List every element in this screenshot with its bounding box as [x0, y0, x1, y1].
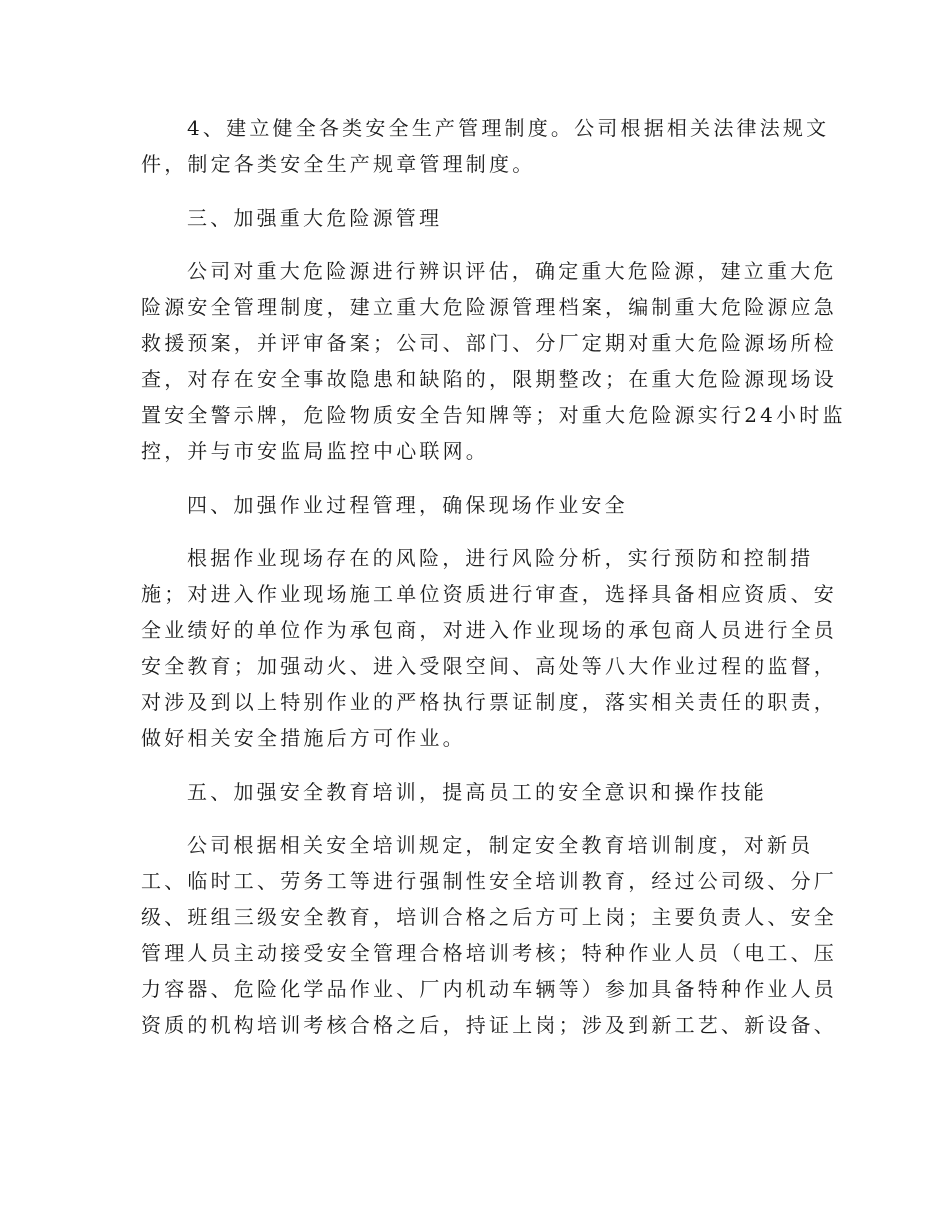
paragraph-line: 救援预案，并评审备案；公司、部门、分厂定期对重大危险源场所检 — [141, 331, 837, 355]
paragraph-line: 管理人员主动接受安全管理合格培训考核；特种作业人员（电工、压 — [141, 941, 837, 965]
paragraph-line: 对涉及到以上特别作业的严格执行票证制度，落实相关责任的职责， — [141, 690, 837, 714]
paragraph-line: 安全教育；加强动火、进入受限空间、高处等八大作业过程的监督， — [141, 654, 837, 678]
section-heading: 五、加强安全教育培训，提高员工的安全意识和操作技能 — [187, 780, 767, 804]
paragraph-line: 工、临时工、劳务工等进行强制性安全培训教育，经过公司级、分厂 — [141, 869, 837, 893]
paragraph-line: 全业绩好的单位作为承包商，对进入作业现场的承包商人员进行全员 — [141, 618, 837, 642]
paragraph-line: 资质的机构培训考核合格之后，持证上岗；涉及到新工艺、新设备、 — [141, 1013, 837, 1037]
paragraph-line: 险源安全管理制度，建立重大危险源管理档案，编制重大危险源应急 — [141, 295, 837, 319]
paragraph-line: 置安全警示牌，危险物质安全告知牌等；对重大危险源实行24小时监 — [141, 403, 846, 427]
section-heading: 四、加强作业过程管理，确保现场作业安全 — [187, 493, 628, 517]
paragraph-line: 公司根据相关安全培训规定，制定安全教育培训制度，对新员 — [187, 833, 814, 857]
paragraph-line: 级、班组三级安全教育，培训合格之后方可上岗；主要负责人、安全 — [141, 905, 837, 929]
section-heading: 三、加强重大危险源管理 — [187, 206, 443, 230]
paragraph-line: 件，制定各类安全生产规章管理制度。 — [141, 152, 536, 176]
paragraph-line: 施；对进入作业现场施工单位资质进行审查，选择具备相应资质、安 — [141, 582, 837, 606]
paragraph-line: 做好相关安全措施后方可作业。 — [141, 726, 466, 750]
paragraph-line: 公司对重大危险源进行辨识评估，确定重大危险源，建立重大危 — [187, 259, 837, 283]
paragraph-line: 根据作业现场存在的风险，进行风险分析，实行预防和控制措 — [187, 546, 814, 570]
paragraph-line: 控，并与市安监局监控中心联网。 — [141, 439, 489, 463]
paragraph-line: 力容器、危险化学品作业、厂内机动车辆等）参加具备特种作业人员 — [141, 977, 837, 1001]
paragraph-line: 查，对存在安全事故隐患和缺陷的，限期整改；在重大危险源现场设 — [141, 367, 837, 391]
paragraph-line: 4、建立健全各类安全生产管理制度。公司根据相关法律法规文 — [187, 116, 830, 140]
